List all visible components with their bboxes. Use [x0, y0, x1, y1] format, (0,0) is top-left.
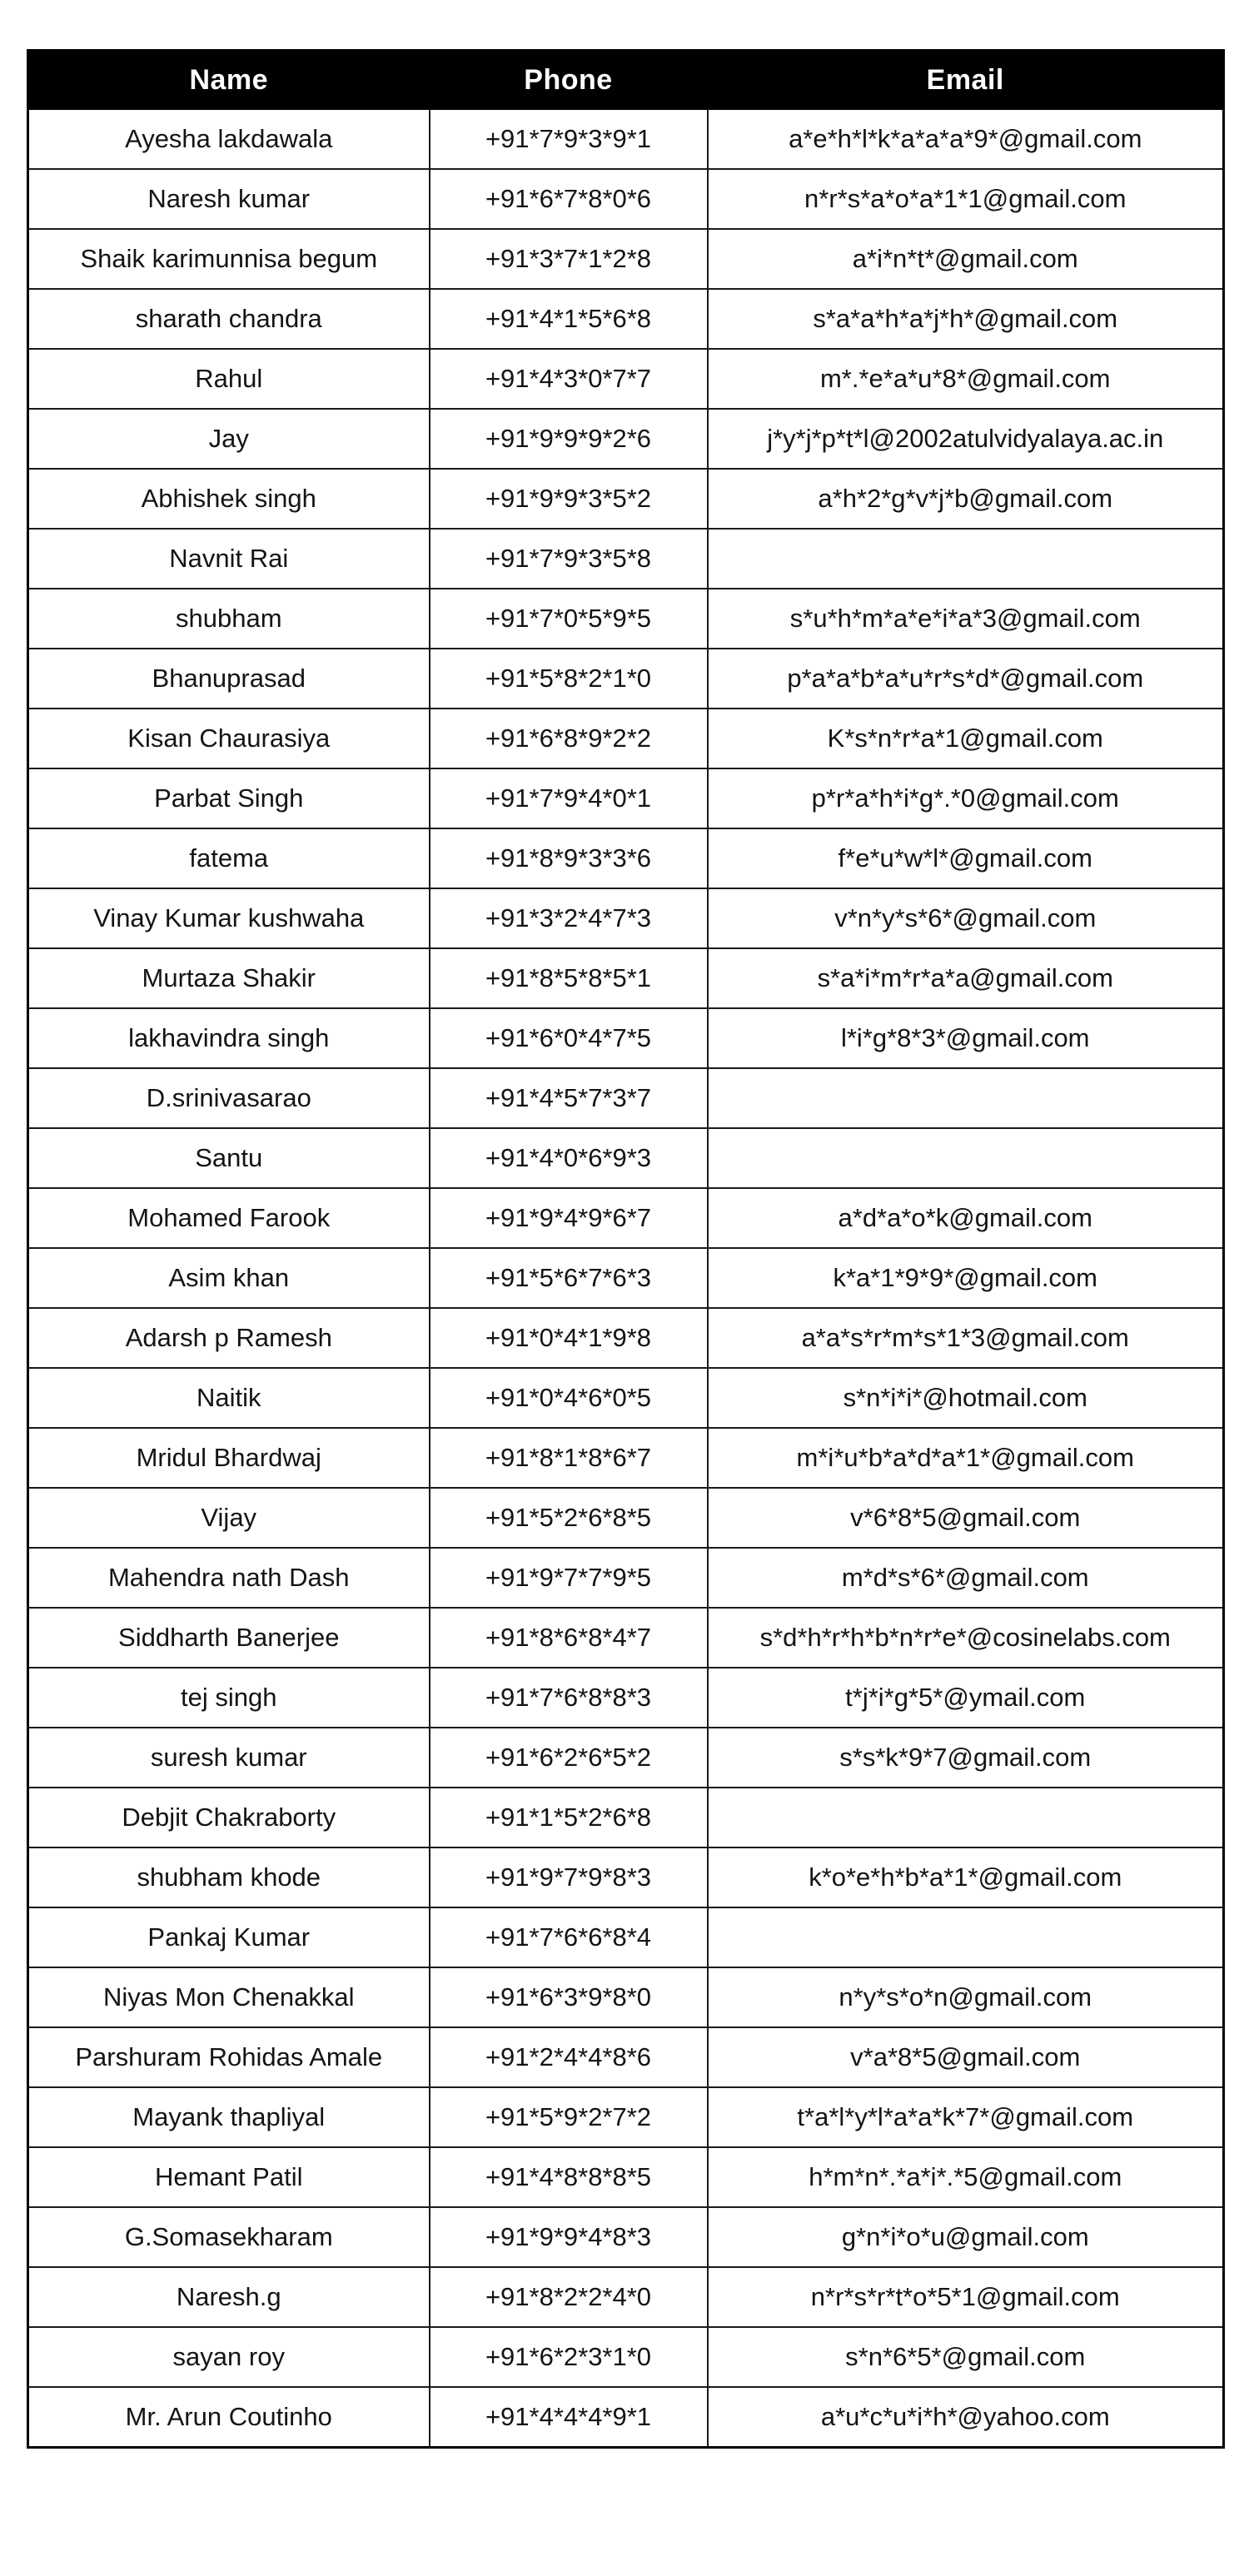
- table-row: [28, 888, 1224, 948]
- table-row: [28, 2207, 1224, 2267]
- table-row: [28, 1008, 1224, 1068]
- name-cell: Santu: [28, 1128, 430, 1188]
- phone-cell: +91*3*7*1*2*8: [430, 229, 708, 289]
- email-cell: s*s*k*9*7@gmail.com: [708, 1728, 1224, 1788]
- phone-cell: +91*8*6*8*4*7: [430, 1608, 708, 1668]
- table-row: [28, 649, 1224, 709]
- table-row: [28, 229, 1224, 289]
- table-row: [28, 1248, 1224, 1308]
- phone-cell: +91*6*7*8*0*6: [430, 169, 708, 229]
- table-row: [28, 2327, 1224, 2387]
- table-header: [28, 51, 1224, 110]
- name-cell: shubham: [28, 589, 430, 649]
- phone-cell: +91*6*2*3*1*0: [430, 2327, 708, 2387]
- name-cell: Vijay: [28, 1488, 430, 1548]
- email-cell: t*j*i*g*5*@ymail.com: [708, 1668, 1224, 1728]
- email-cell: l*i*g*8*3*@gmail.com: [708, 1008, 1224, 1068]
- header-email: Email: [708, 51, 1224, 110]
- phone-cell: +91*8*5*8*5*1: [430, 948, 708, 1008]
- phone-cell: +91*2*4*4*8*6: [430, 2027, 708, 2087]
- table-row: [28, 948, 1224, 1008]
- table-row: [28, 469, 1224, 529]
- table-row: [28, 289, 1224, 349]
- name-cell: Naitik: [28, 1368, 430, 1428]
- phone-cell: +91*8*2*2*4*0: [430, 2267, 708, 2327]
- table-row: [28, 589, 1224, 649]
- name-cell: Debjit Chakraborty: [28, 1788, 430, 1847]
- email-cell: m*i*u*b*a*d*a*1*@gmail.com: [708, 1428, 1224, 1488]
- phone-cell: +91*5*2*6*8*5: [430, 1488, 708, 1548]
- email-cell: [708, 1907, 1224, 1967]
- table-row: [28, 768, 1224, 828]
- table-row: [28, 529, 1224, 589]
- email-cell: p*r*a*h*i*g*.*0@gmail.com: [708, 768, 1224, 828]
- name-cell: G.Somasekharam: [28, 2207, 430, 2267]
- email-cell: m*.*e*a*u*8*@gmail.com: [708, 349, 1224, 409]
- name-cell: Niyas Mon Chenakkal: [28, 1967, 430, 2027]
- table-row: [28, 1128, 1224, 1188]
- table-row: [28, 349, 1224, 409]
- name-cell: Mahendra nath Dash: [28, 1548, 430, 1608]
- table-row: [28, 1368, 1224, 1428]
- table-row: [28, 2267, 1224, 2327]
- email-cell: f*e*u*w*l*@gmail.com: [708, 828, 1224, 888]
- table-row: [28, 1847, 1224, 1907]
- name-cell: Navnit Rai: [28, 529, 430, 589]
- name-cell: Parbat Singh: [28, 768, 430, 828]
- email-cell: a*u*c*u*i*h*@yahoo.com: [708, 2387, 1224, 2448]
- name-cell: Jay: [28, 409, 430, 469]
- table-row: [28, 169, 1224, 229]
- email-cell: a*i*n*t*@gmail.com: [708, 229, 1224, 289]
- table-body: [28, 109, 1224, 2448]
- name-cell: Asim khan: [28, 1248, 430, 1308]
- phone-cell: +91*9*9*4*8*3: [430, 2207, 708, 2267]
- phone-cell: +91*6*3*9*8*0: [430, 1967, 708, 2027]
- contacts-table: [27, 49, 1225, 2449]
- email-cell: K*s*n*r*a*1@gmail.com: [708, 709, 1224, 768]
- phone-cell: +91*4*0*6*9*3: [430, 1128, 708, 1188]
- name-cell: Pankaj Kumar: [28, 1907, 430, 1967]
- phone-cell: +91*4*1*5*6*8: [430, 289, 708, 349]
- table-row: [28, 828, 1224, 888]
- email-cell: s*n*i*i*@hotmail.com: [708, 1368, 1224, 1428]
- name-cell: sharath chandra: [28, 289, 430, 349]
- name-cell: Parshuram Rohidas Amale: [28, 2027, 430, 2087]
- table-row: [28, 709, 1224, 768]
- table-row: [28, 1967, 1224, 2027]
- email-cell: v*a*8*5@gmail.com: [708, 2027, 1224, 2087]
- email-cell: [708, 1788, 1224, 1847]
- email-cell: k*a*1*9*9*@gmail.com: [708, 1248, 1224, 1308]
- header-name: Name: [28, 51, 430, 110]
- phone-cell: +91*6*8*9*2*2: [430, 709, 708, 768]
- name-cell: Shaik karimunnisa begum: [28, 229, 430, 289]
- email-cell: [708, 1068, 1224, 1128]
- table-row: [28, 2147, 1224, 2207]
- phone-cell: +91*7*6*6*8*4: [430, 1907, 708, 1967]
- table-row: [28, 109, 1224, 169]
- phone-cell: +91*3*2*4*7*3: [430, 888, 708, 948]
- table-row: [28, 1068, 1224, 1128]
- phone-cell: +91*1*5*2*6*8: [430, 1788, 708, 1847]
- phone-cell: +91*4*5*7*3*7: [430, 1068, 708, 1128]
- email-cell: s*d*h*r*h*b*n*r*e*@cosinelabs.com: [708, 1608, 1224, 1668]
- name-cell: Naresh kumar: [28, 169, 430, 229]
- phone-cell: +91*6*2*6*5*2: [430, 1728, 708, 1788]
- email-cell: s*n*6*5*@gmail.com: [708, 2327, 1224, 2387]
- table-row: [28, 1728, 1224, 1788]
- name-cell: Mayank thapliyal: [28, 2087, 430, 2147]
- name-cell: Hemant Patil: [28, 2147, 430, 2207]
- name-cell: Murtaza Shakir: [28, 948, 430, 1008]
- email-cell: s*a*a*h*a*j*h*@gmail.com: [708, 289, 1224, 349]
- table-row: [28, 2387, 1224, 2448]
- email-cell: a*h*2*g*v*j*b@gmail.com: [708, 469, 1224, 529]
- header-phone: Phone: [430, 51, 708, 110]
- table-row: [28, 1188, 1224, 1248]
- table-row: [28, 2027, 1224, 2087]
- name-cell: tej singh: [28, 1668, 430, 1728]
- email-cell: h*m*n*.*a*i*.*5@gmail.com: [708, 2147, 1224, 2207]
- table-row: [28, 1308, 1224, 1368]
- phone-cell: +91*0*4*1*9*8: [430, 1308, 708, 1368]
- email-cell: a*a*s*r*m*s*1*3@gmail.com: [708, 1308, 1224, 1368]
- email-cell: n*r*s*r*t*o*5*1@gmail.com: [708, 2267, 1224, 2327]
- name-cell: Kisan Chaurasiya: [28, 709, 430, 768]
- phone-cell: +91*9*4*9*6*7: [430, 1188, 708, 1248]
- table-row: [28, 1668, 1224, 1728]
- phone-cell: +91*8*9*3*3*6: [430, 828, 708, 888]
- table-row: [28, 1907, 1224, 1967]
- table-row: [28, 409, 1224, 469]
- email-cell: n*r*s*a*o*a*1*1@gmail.com: [708, 169, 1224, 229]
- name-cell: Bhanuprasad: [28, 649, 430, 709]
- table-row: [28, 1488, 1224, 1548]
- email-cell: p*a*a*b*a*u*r*s*d*@gmail.com: [708, 649, 1224, 709]
- phone-cell: +91*4*8*8*8*5: [430, 2147, 708, 2207]
- phone-cell: +91*7*9*3*9*1: [430, 109, 708, 169]
- phone-cell: +91*7*9*3*5*8: [430, 529, 708, 589]
- email-cell: v*n*y*s*6*@gmail.com: [708, 888, 1224, 948]
- name-cell: Vinay Kumar kushwaha: [28, 888, 430, 948]
- name-cell: lakhavindra singh: [28, 1008, 430, 1068]
- email-cell: [708, 1128, 1224, 1188]
- email-cell: j*y*j*p*t*l@2002atulvidyalaya.ac.in: [708, 409, 1224, 469]
- email-cell: n*y*s*o*n@gmail.com: [708, 1967, 1224, 2027]
- phone-cell: +91*4*3*0*7*7: [430, 349, 708, 409]
- email-cell: v*6*8*5@gmail.com: [708, 1488, 1224, 1548]
- phone-cell: +91*5*6*7*6*3: [430, 1248, 708, 1308]
- table-row: [28, 1788, 1224, 1847]
- email-cell: t*a*l*y*l*a*a*k*7*@gmail.com: [708, 2087, 1224, 2147]
- name-cell: Mr. Arun Coutinho: [28, 2387, 430, 2448]
- phone-cell: +91*6*0*4*7*5: [430, 1008, 708, 1068]
- name-cell: Rahul: [28, 349, 430, 409]
- phone-cell: +91*9*7*7*9*5: [430, 1548, 708, 1608]
- table-row: [28, 1428, 1224, 1488]
- name-cell: fatema: [28, 828, 430, 888]
- name-cell: suresh kumar: [28, 1728, 430, 1788]
- email-cell: s*a*i*m*r*a*a@gmail.com: [708, 948, 1224, 1008]
- name-cell: Mridul Bhardwaj: [28, 1428, 430, 1488]
- name-cell: Mohamed Farook: [28, 1188, 430, 1248]
- phone-cell: +91*9*9*9*2*6: [430, 409, 708, 469]
- name-cell: Adarsh p Ramesh: [28, 1308, 430, 1368]
- name-cell: Abhishek singh: [28, 469, 430, 529]
- phone-cell: +91*0*4*6*0*5: [430, 1368, 708, 1428]
- table-row: [28, 1608, 1224, 1668]
- email-cell: a*d*a*o*k@gmail.com: [708, 1188, 1224, 1248]
- phone-cell: +91*7*0*5*9*5: [430, 589, 708, 649]
- phone-cell: +91*5*9*2*7*2: [430, 2087, 708, 2147]
- name-cell: shubham khode: [28, 1847, 430, 1907]
- name-cell: Ayesha lakdawala: [28, 109, 430, 169]
- header-row: [28, 51, 1224, 110]
- phone-cell: +91*4*4*4*9*1: [430, 2387, 708, 2448]
- phone-cell: +91*5*8*2*1*0: [430, 649, 708, 709]
- email-cell: m*d*s*6*@gmail.com: [708, 1548, 1224, 1608]
- email-cell: [708, 529, 1224, 589]
- email-cell: k*o*e*h*b*a*1*@gmail.com: [708, 1847, 1224, 1907]
- table-row: [28, 1548, 1224, 1608]
- email-cell: s*u*h*m*a*e*i*a*3@gmail.com: [708, 589, 1224, 649]
- phone-cell: +91*9*9*3*5*2: [430, 469, 708, 529]
- phone-cell: +91*7*9*4*0*1: [430, 768, 708, 828]
- name-cell: Siddharth Banerjee: [28, 1608, 430, 1668]
- name-cell: sayan roy: [28, 2327, 430, 2387]
- name-cell: Naresh.g: [28, 2267, 430, 2327]
- table-row: [28, 2087, 1224, 2147]
- name-cell: D.srinivasarao: [28, 1068, 430, 1128]
- phone-cell: +91*8*1*8*6*7: [430, 1428, 708, 1488]
- phone-cell: +91*9*7*9*8*3: [430, 1847, 708, 1907]
- phone-cell: +91*7*6*8*8*3: [430, 1668, 708, 1728]
- email-cell: g*n*i*o*u@gmail.com: [708, 2207, 1224, 2267]
- email-cell: a*e*h*l*k*a*a*a*9*@gmail.com: [708, 109, 1224, 169]
